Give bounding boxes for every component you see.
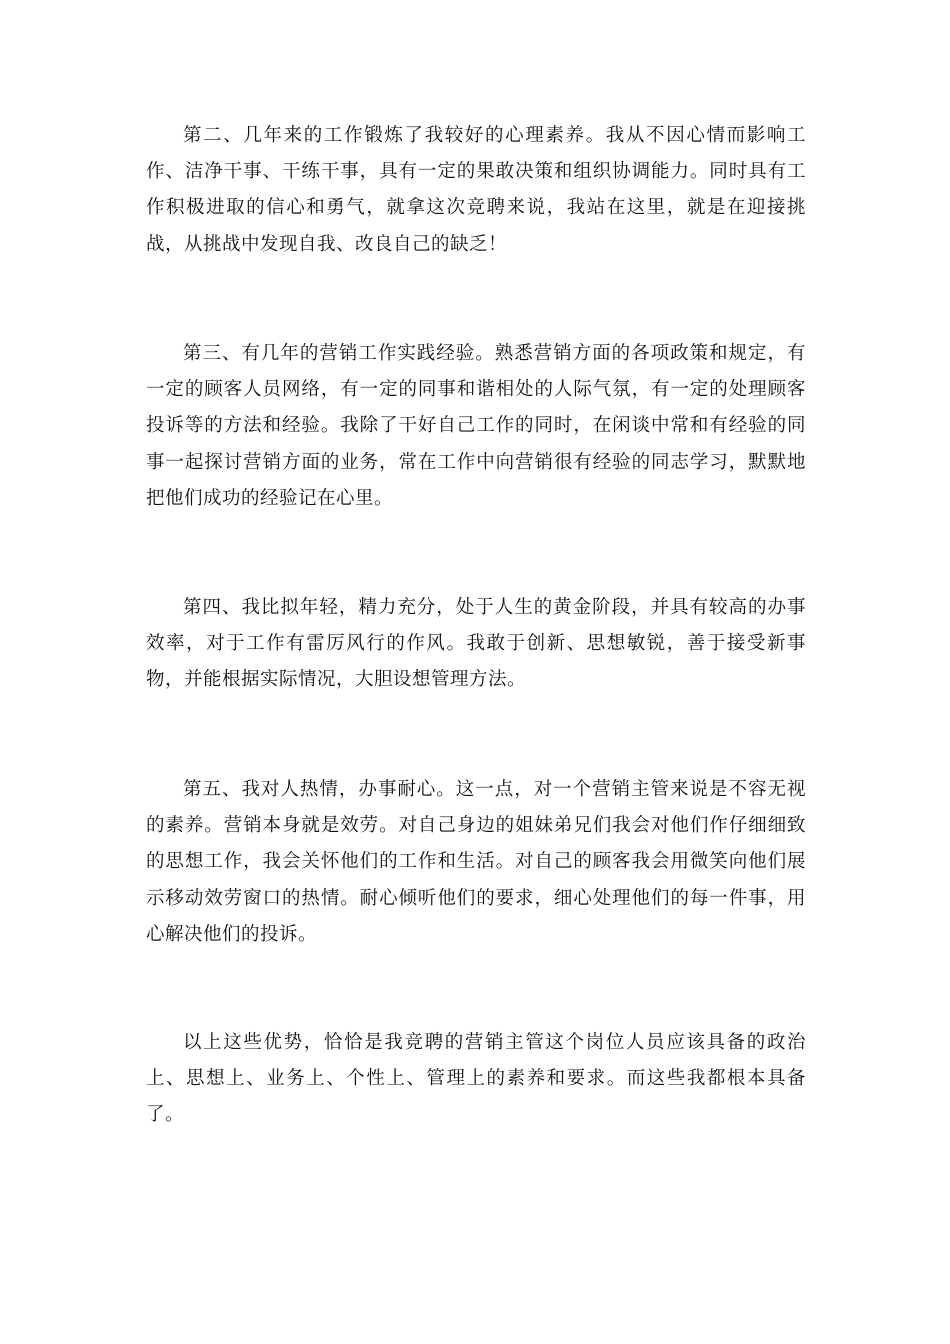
paragraph-fourth-point: 第四、我比拟年轻，精力充分，处于人生的黄金阶段，并具有较高的办事效率，对于工作有雷厉风行的作风。我敢于创新、思想敏锐，善于接受新事物，并能根据实际情况，大胆设想管理方法。 [146,597,806,691]
paragraph-third-point: 第三、有几年的营销工作实践经验。熟悉营销方面的各项政策和规定，有一定的顾客人员网络，有一定的同事和谐相处的人际气氛，有一定的处理顾客投诉等的方法和经验。我除了干好自己工作的同时，在闲谈中常和有经验的同事一起探讨营销方面的业务，常在工作中向营销很有经验的同志学习，默默地把他们成功的经验记在心里。 [146,343,806,509]
paragraph-second-point: 第二、几年来的工作锻炼了我较好的心理素养。我从不因心情而影响工作、洁净干事、干练干事，具有一定的果敢决策和组织协调能力。同时具有工作积极进取的信心和勇气，就拿这次竞聘来说，我站在这里，就是在迎接挑战，从挑战中发现自我、改良自己的缺乏！ [146,125,806,255]
paragraph-summary: 以上这些优势，恰恰是我竞聘的营销主管这个岗位人员应该具备的政治上、思想上、业务上、个性上、管理上的素养和要求。而这些我都根本具备了。 [146,1032,806,1126]
paragraph-fifth-point: 第五、我对人热情，办事耐心。这一点，对一个营销主管来说是不容无视的素养。营销本身就是效劳。对自己身边的姐妹弟兄们我会对他们作仔细细致的思想工作，我会关怀他们的工作和生活。对自己的顾客我会用微笑向他们展示移动效劳窗口的热情。耐心倾听他们的要求，细心处理他们的每一件事，用心解决他们的投诉。 [146,779,806,945]
